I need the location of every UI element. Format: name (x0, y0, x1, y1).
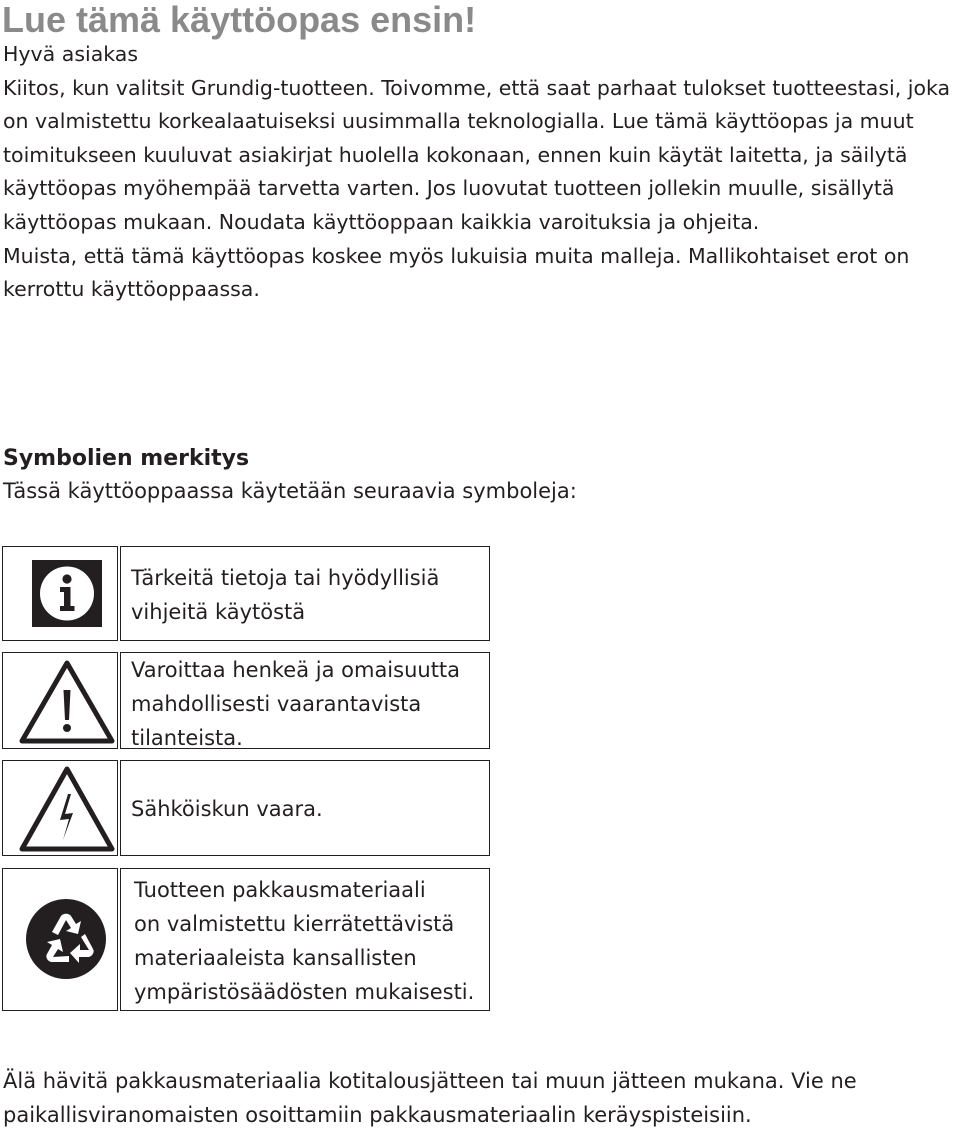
warning-triangle-icon (19, 660, 115, 744)
description-line: on valmistettu kierrätettävistä (134, 912, 455, 936)
footer-line: Älä hävitä pakkausmateriaalia kotitalousjätteen tai muun jätteen mukana. Vie ne (3, 1069, 857, 1093)
symbols-header (3, 442, 903, 508)
recycle-icon (25, 898, 107, 980)
page-title: Lue tämä käyttöopas ensin! (2, 0, 477, 40)
electric-shock-icon (19, 766, 115, 852)
section-subheading: Tässä käyttöoppaassa käytetään seuraavia symboleja: (3, 479, 577, 503)
greeting: Hyvä asiakas (3, 42, 139, 66)
symbol-description (120, 868, 490, 1011)
description-line: tilanteista. (131, 726, 243, 750)
intro-text (3, 38, 958, 307)
footer-line: paikallisviranomaisten osoittamiin pakkausmateriaalin keräyspisteisiin. (3, 1103, 752, 1127)
description-line: vihjeitä käytöstä (131, 600, 306, 624)
symbol-description (120, 652, 490, 749)
intro-line: on valmistettu korkealaatuiseksi uusimmalla teknologialla. Lue tämä käyttöopas ja muut (3, 109, 914, 134)
intro-line: käyttöopas mukaan. Noudata käyttöoppaan kaikkia varoituksia ja ohjeita. (3, 209, 760, 234)
description-line: materiaaleista kansallisten (134, 946, 417, 970)
intro-line: toimitukseen kuuluvat asiakirjat huolella kokonaan, ennen kuin käytät laitetta, ja säilytä (3, 142, 908, 167)
description-line: mahdollisesti vaarantavista (131, 692, 422, 716)
description-line: Sähköiskun vaara. (131, 797, 323, 821)
disposal-note (3, 1064, 958, 1132)
description-line: Tuotteen pakkausmateriaali (134, 878, 426, 902)
symbol-description (120, 546, 490, 641)
symbol-description (120, 760, 490, 856)
intro-line: Muista, että tämä käyttöopas koskee myös lukuisia muita malleja. Mallikohtaiset erot on (3, 243, 910, 268)
description-line: Varoittaa henkeä ja omaisuutta (131, 658, 461, 682)
intro-line: Kiitos, kun valitsit Grundig-tuotteen. Toivomme, että saat parhaat tulokset tuotteestasi, joka (3, 75, 951, 100)
description-line: Tärkeitä tietoja tai hyödyllisiä (131, 566, 440, 590)
intro-line: käyttöopas myöhempää tarvetta varten. Jos luovutat tuotteen jollekin muulle, sisällytä (3, 176, 895, 201)
description-line: ympäristösäädösten mukaisesti. (134, 980, 475, 1004)
info-icon (32, 560, 102, 627)
section-heading: Symbolien merkitys (3, 446, 250, 471)
intro-line: kerrottu käyttöoppaassa. (3, 277, 260, 302)
